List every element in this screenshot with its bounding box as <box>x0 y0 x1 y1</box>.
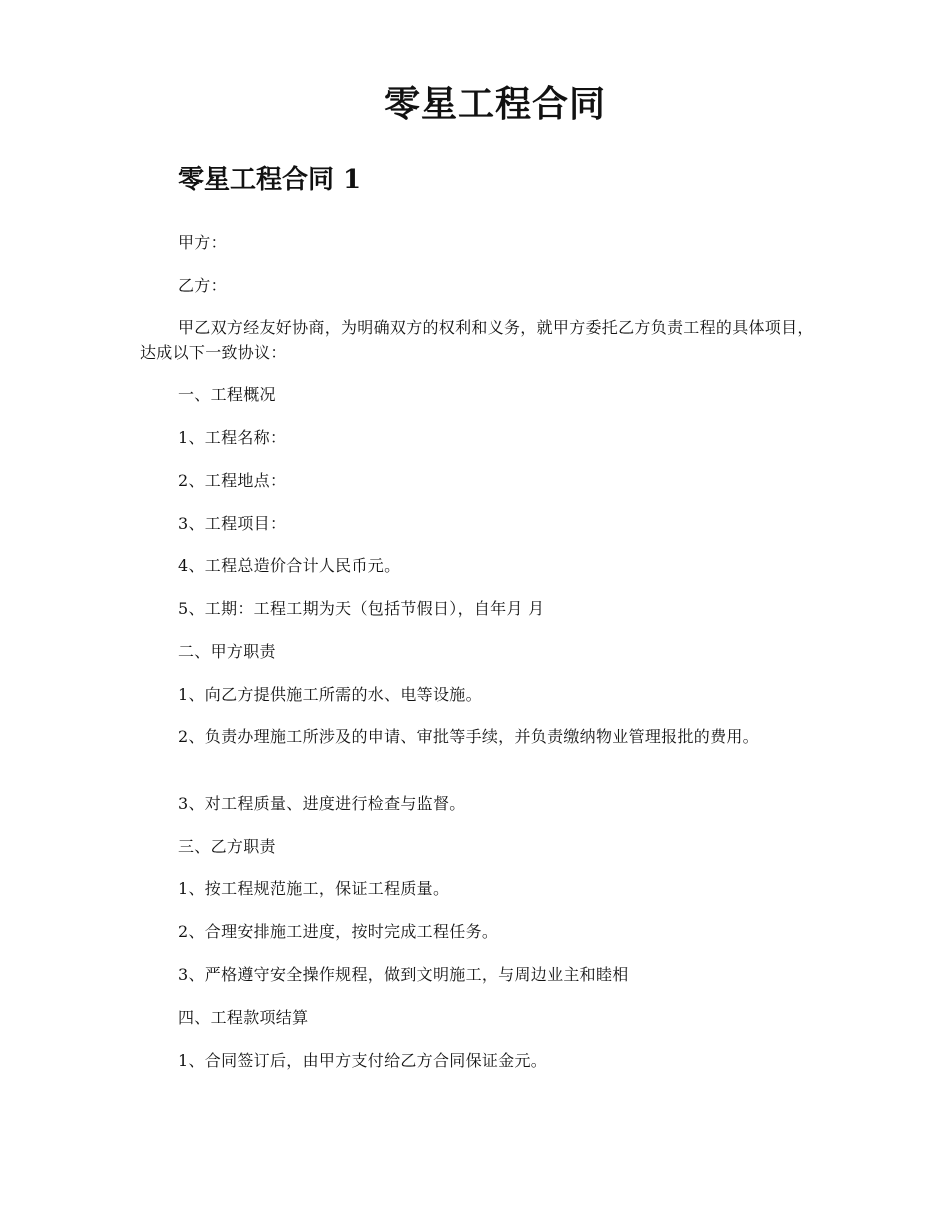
clause-item: 3、工程项目： <box>178 514 287 533</box>
clause-item: 1、按工程规范施工，保证工程质量。 <box>178 879 450 898</box>
clause-item: 3、对工程质量、进度进行检查与监督。 <box>178 794 466 813</box>
clause-item: 2、负责办理施工所涉及的申请、审批等手续，并负责缴纳物业管理报批的费用。 <box>178 727 759 746</box>
document-title: 零星工程合同 <box>383 83 606 125</box>
clause-item: 5、工期：工程工期为天（包括节假日），自年月 月 <box>178 599 545 618</box>
party-a-line: 甲方： <box>178 233 227 252</box>
preamble-paragraph: 甲乙双方经友好协商，为明确双方的权利和义务，就甲方委托乙方负责工程的具体项目，达成以下一致协议： <box>140 318 814 362</box>
clause-item: 1、向乙方提供施工所需的水、电等设施。 <box>178 685 482 704</box>
clause-item: 2、工程地点： <box>178 471 287 490</box>
clause-heading-party-b-duties: 三、乙方职责 <box>178 837 276 856</box>
clause-item: 2、合理安排施工进度，按时完成工程任务。 <box>178 922 499 941</box>
clause-heading-party-a-duties: 二、甲方职责 <box>178 642 276 661</box>
section-heading: 零星工程合同 1 <box>178 165 362 195</box>
clause-item: 1、合同签订后，由甲方支付给乙方合同保证金元。 <box>178 1051 548 1070</box>
clause-heading-payment-settlement: 四、工程款项结算 <box>178 1008 309 1027</box>
clause-item: 4、工程总造价合计人民币元。 <box>178 556 401 575</box>
party-b-line: 乙方： <box>178 276 227 295</box>
clause-item: 1、工程名称： <box>178 428 287 447</box>
clause-heading-project-overview: 一、工程概况 <box>178 385 276 404</box>
clause-item: 3、严格遵守安全操作规程，做到文明施工，与周边业主和睦相 <box>178 965 629 984</box>
